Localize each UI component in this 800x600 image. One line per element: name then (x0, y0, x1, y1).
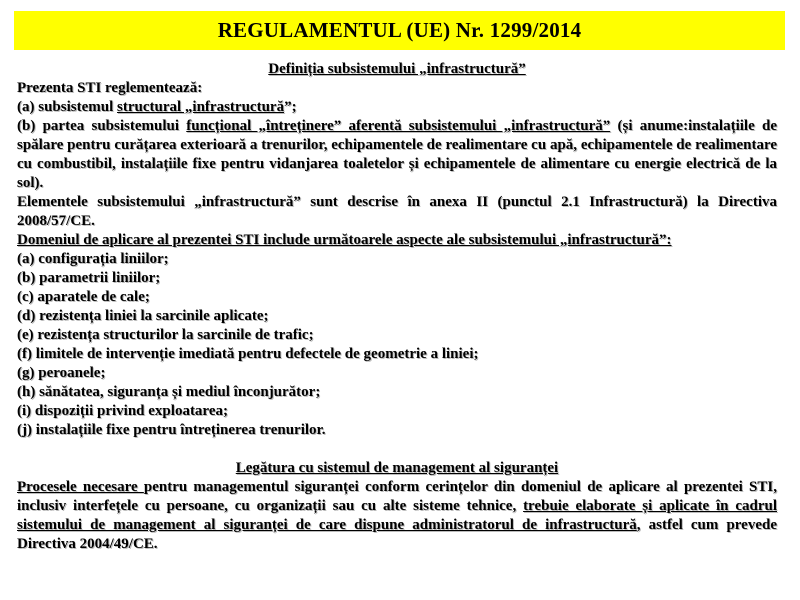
intro-text: Prezenta STI reglementează: (17, 80, 203, 96)
section-heading-definition: Definiția subsistemului „infrastructură” (268, 61, 526, 77)
list-item: (c) aparatele de cale; (17, 289, 150, 305)
safety-underlined-2: trebuie elaborate și aplicate în cadrul sistemului de management al siguranței de care dispune administratorul de infrastructură (17, 498, 777, 533)
item-b (17, 117, 777, 193)
item-a-suffix: ”; (284, 99, 297, 115)
spacer (17, 440, 777, 459)
item-b-prefix: (b) partea subsistemului (17, 118, 187, 134)
list-item: (f) limitele de intervenție imediată pentru defectele de geometrie a liniei; (17, 346, 479, 362)
list-item: (a) configurația liniilor; (17, 251, 169, 267)
scope-heading: Domeniul de aplicare al prezentei STI include următoarele aspecte ale subsistemului „infrastructură”: (17, 232, 672, 248)
document-body (17, 60, 777, 554)
safety-text-2: , astfel cum prevede Directiva 2004/49/CE. (17, 517, 777, 552)
item-b-underlined: funcțional „întreținere” aferentă subsistemului „infrastructură” (186, 118, 611, 134)
scope-list (17, 250, 777, 440)
safety-text-1: pentru managementul siguranței conform cerințelor din domeniul de aplicare al prezentei STI, inclusiv interfețele cu persoane, cu organizații sau cu alte sisteme tehnice, (17, 479, 777, 514)
list-item: (h) sănătatea, siguranța și mediul înconjurător; (17, 384, 321, 400)
title-banner (14, 11, 785, 50)
item-b-suffix: (și anume:instalațiile de spălare pentru curățarea exterioară a trenurilor, echipamentele de realimentare cu apă, echipamentele de realimentare cu combustibil, instalațiile fixe pentru vidanjarea toaletelor și echipamentele de alimentare cu energie electrică de la sol). (17, 118, 777, 191)
page-title: REGULAMENTUL (UE) Nr. 1299/2014 (217, 18, 582, 42)
safety-underlined-1: Procesele necesare (17, 479, 144, 495)
item-a-prefix: (a) subsistemul (17, 99, 118, 115)
elements-paragraph: Elementele subsistemului „infrastructură” sunt descrise în anexa II (punctul 2.1 Infrastructură) la Directiva 2008/57/CE. (17, 194, 777, 229)
item-a (17, 98, 777, 117)
list-item: (i) dispoziții privind exploatarea; (17, 403, 228, 419)
list-item: (g) peroanele; (17, 365, 106, 381)
safety-paragraph (17, 478, 777, 554)
list-item: (j) instalațiile fixe pentru întreținerea trenurilor. (17, 422, 326, 438)
list-item: (b) parametrii liniilor; (17, 270, 161, 286)
section-heading-safety: Legătura cu sistemul de management al siguranței (235, 460, 559, 476)
list-item: (e) rezistența structurilor la sarcinile de trafic; (17, 327, 314, 343)
item-a-underlined: structural „infrastructură (117, 99, 285, 115)
list-item: (d) rezistența liniei la sarcinile aplicate; (17, 308, 269, 324)
